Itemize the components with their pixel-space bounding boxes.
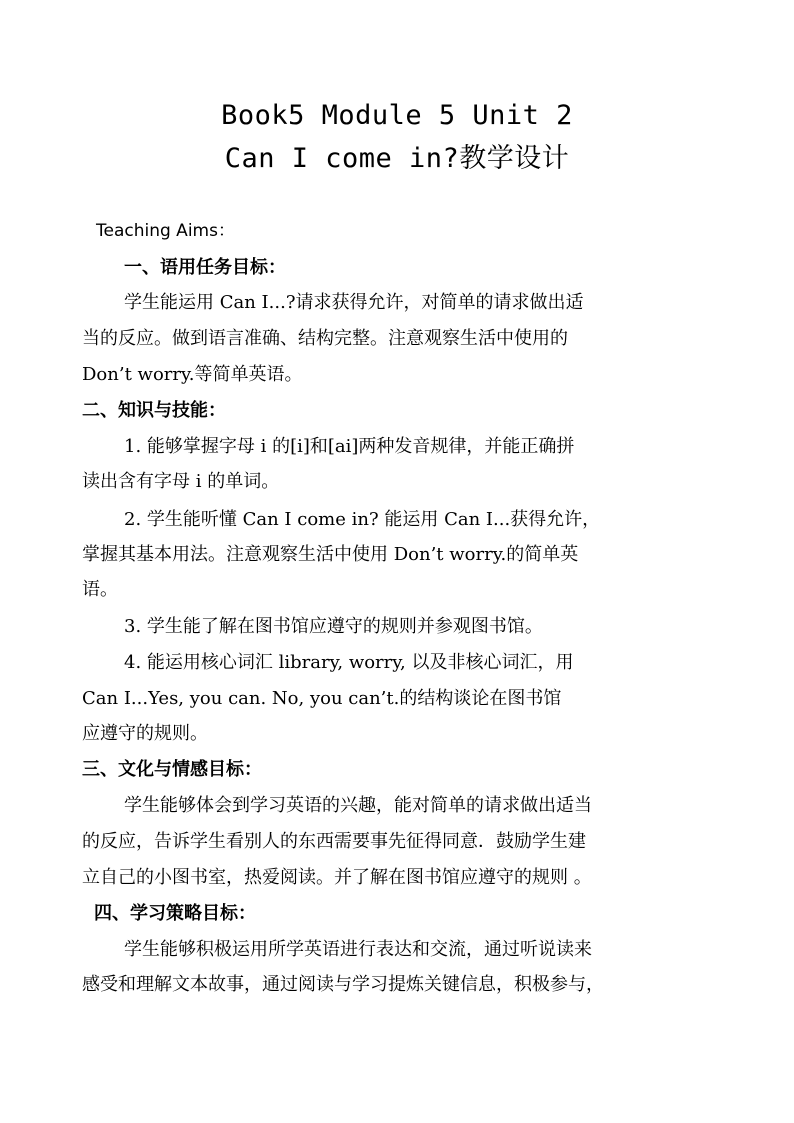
- paragraph-line: 立自己的小图书室，热爱阅读。并了解在图书馆应遵守的规则 。: [82, 867, 592, 888]
- paragraph-line: 3. 学生能了解在图书馆应遵守的规则并参观图书馆。: [124, 616, 543, 637]
- paragraph-line: Don’t worry.等简单英语。: [82, 364, 303, 385]
- paragraph-line: 学生能够体会到学习英语的兴趣，能对简单的请求做出适当: [124, 795, 592, 816]
- paragraph-line: 当的反应。做到语言准确、结构完整。注意观察生活中使用的: [82, 328, 568, 349]
- paragraph-line: 感受和理解文本故事，通过阅读与学习提炼关键信息，积极参与，: [82, 974, 604, 995]
- section-heading: 四、学习策略目标：: [94, 903, 256, 924]
- paragraph-line: 2. 学生能听懂 Can I come in? 能运用 Can I...获得允许，: [124, 509, 601, 530]
- section-heading: 二、知识与技能：: [82, 400, 226, 421]
- document-title-line2: Can I come in?教学设计: [224, 143, 570, 174]
- paragraph-line: 应遵守的规则。: [82, 723, 208, 744]
- section-heading: 一、语用任务目标：: [124, 257, 286, 278]
- paragraph-line: 1. 能够掌握字母 i 的[i]和[ai]两种发音规律，并能正确拼: [124, 436, 575, 457]
- paragraph-line: Can I...Yes, you can. No, you can’t.的结构谈论在图书馆: [82, 688, 562, 709]
- teaching-aims-label: Teaching Aims：: [96, 221, 235, 241]
- paragraph-line: 4. 能运用核心词汇 library, worry, 以及非核心词汇，用: [124, 652, 574, 673]
- paragraph-line: 读出含有字母 i 的单词。: [82, 471, 280, 492]
- paragraph-line: 语。: [82, 579, 118, 600]
- paragraph-line: 掌握其基本用法。注意观察生活中使用 Don’t worry.的简单英: [82, 544, 579, 565]
- paragraph-line: 学生能够积极运用所学英语进行表达和交流，通过听说读来: [124, 939, 592, 960]
- paragraph-line: 学生能运用 Can I...?请求获得允许，对简单的请求做出适: [124, 292, 584, 313]
- paragraph-line: 的反应，告诉学生看别人的东西需要事先征得同意．鼓励学生建: [82, 831, 586, 852]
- section-heading: 三、文化与情感目标：: [82, 759, 262, 780]
- document-title-line1: Book5 Module 5 Unit 2: [221, 100, 573, 131]
